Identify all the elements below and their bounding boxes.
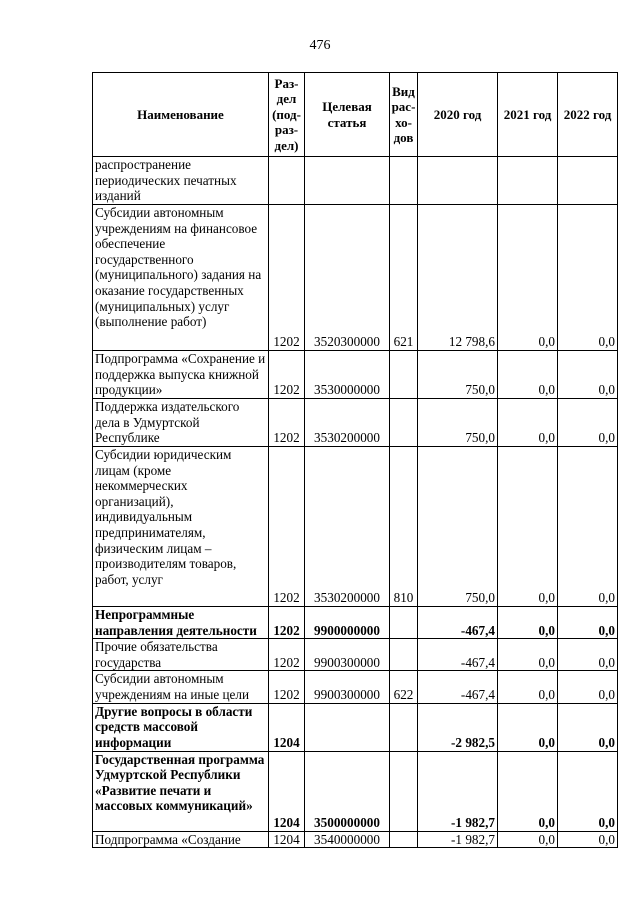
table-row [93,399,618,447]
cell-2021: 0,0 [498,351,558,399]
cell-2022: 0,0 [558,831,618,848]
cell-2022: 0,0 [558,447,618,607]
cell-2020: 750,0 [418,351,498,399]
cell-2022: 0,0 [558,351,618,399]
cell-target [305,703,390,751]
cell-kind: 621 [390,205,418,351]
cell-2022: 0,0 [558,703,618,751]
cell-name: Субсидии автономным учреждениям на финансовое обеспечение государственного (муниципального) задания на оказание государственных (муниципальных) услуг (выполнение работ) [93,205,269,351]
header-section-text: Раз- дел (под- раз- дел) [272,75,301,153]
cell-kind [390,351,418,399]
cell-2022: 0,0 [558,751,618,831]
cell-target: 3530200000 [305,447,390,607]
cell-target: 9900300000 [305,639,390,671]
header-2020: 2020 год [418,73,498,157]
cell-section: 1202 [269,607,305,639]
table-row [93,205,618,351]
cell-target [305,157,390,205]
cell-2020: -467,4 [418,607,498,639]
cell-section: 1204 [269,703,305,751]
cell-2020: 750,0 [418,447,498,607]
cell-2022 [558,157,618,205]
table-body [93,157,618,848]
header-target-text: Целевая статья [322,99,372,130]
cell-section: 1202 [269,671,305,703]
table-header-row [93,73,618,157]
cell-2020: -467,4 [418,639,498,671]
cell-section: 1202 [269,205,305,351]
cell-2021: 0,0 [498,639,558,671]
cell-2021: 0,0 [498,447,558,607]
cell-section: 1202 [269,399,305,447]
cell-2021: 0,0 [498,607,558,639]
cell-name: Прочие обязательства государства [93,639,269,671]
cell-kind [390,703,418,751]
cell-section [269,157,305,205]
cell-2020 [418,157,498,205]
table-row [93,607,618,639]
cell-2020: 750,0 [418,399,498,447]
cell-name: Подпрограмма «Сохранение и поддержка выпуска книжной продукции» [93,351,269,399]
cell-kind [390,831,418,848]
cell-2021: 0,0 [498,399,558,447]
cell-name: Государственная программа Удмуртской Республики «Развитие печати и массовых коммуникаций» [93,751,269,831]
cell-name: Другие вопросы в области средств массовой информации [93,703,269,751]
cell-2021: 0,0 [498,831,558,848]
header-section [269,73,305,157]
cell-kind: 622 [390,671,418,703]
cell-kind: 810 [390,447,418,607]
cell-target: 9900000000 [305,607,390,639]
cell-2022: 0,0 [558,639,618,671]
cell-2021: 0,0 [498,205,558,351]
cell-target: 3530200000 [305,399,390,447]
table-row [93,751,618,831]
cell-target: 3530000000 [305,351,390,399]
table-row [93,703,618,751]
header-2021: 2021 год [498,73,558,157]
cell-target: 9900300000 [305,671,390,703]
budget-table [92,72,618,848]
table-row [93,639,618,671]
cell-2020: 12 798,6 [418,205,498,351]
cell-name: Непрограммные направления деятельности [93,607,269,639]
cell-2020: -2 982,5 [418,703,498,751]
cell-name: Субсидии автономным учреждениям на иные цели [93,671,269,703]
table-row [93,671,618,703]
cell-2022: 0,0 [558,205,618,351]
cell-2020: -1 982,7 [418,751,498,831]
cell-2021: 0,0 [498,703,558,751]
header-kind [390,73,418,157]
cell-target: 3520300000 [305,205,390,351]
cell-2022: 0,0 [558,671,618,703]
cell-section: 1204 [269,751,305,831]
cell-2022: 0,0 [558,399,618,447]
cell-name: Субсидии юридическим лицам (кроме некоммерческих организаций), индивидуальным предпринимателям, физическим лицам – производителям товаров, работ, услуг [93,447,269,607]
cell-kind [390,399,418,447]
header-kind-text: Вид рас- хо- дов [391,83,416,145]
cell-section: 1202 [269,351,305,399]
cell-2020: -1 982,7 [418,831,498,848]
cell-2021 [498,157,558,205]
table-row [93,831,618,848]
cell-name: Подпрограмма «Создание [93,831,269,848]
cell-2020: -467,4 [418,671,498,703]
table-row [93,157,618,205]
cell-target: 3540000000 [305,831,390,848]
cell-kind [390,157,418,205]
cell-name: Поддержка издательского дела в Удмуртской Республике [93,399,269,447]
cell-kind [390,639,418,671]
cell-target: 3500000000 [305,751,390,831]
cell-kind [390,751,418,831]
header-name: Наименование [93,73,269,157]
cell-kind [390,607,418,639]
cell-name: распространение периодических печатных изданий [93,157,269,205]
cell-section: 1202 [269,447,305,607]
cell-section: 1202 [269,639,305,671]
cell-2021: 0,0 [498,751,558,831]
header-2022: 2022 год [558,73,618,157]
cell-2022: 0,0 [558,607,618,639]
table-row [93,351,618,399]
page-number: 476 [309,38,331,53]
cell-section: 1204 [269,831,305,848]
table-row [93,447,618,607]
header-target [305,73,390,157]
cell-2021: 0,0 [498,671,558,703]
